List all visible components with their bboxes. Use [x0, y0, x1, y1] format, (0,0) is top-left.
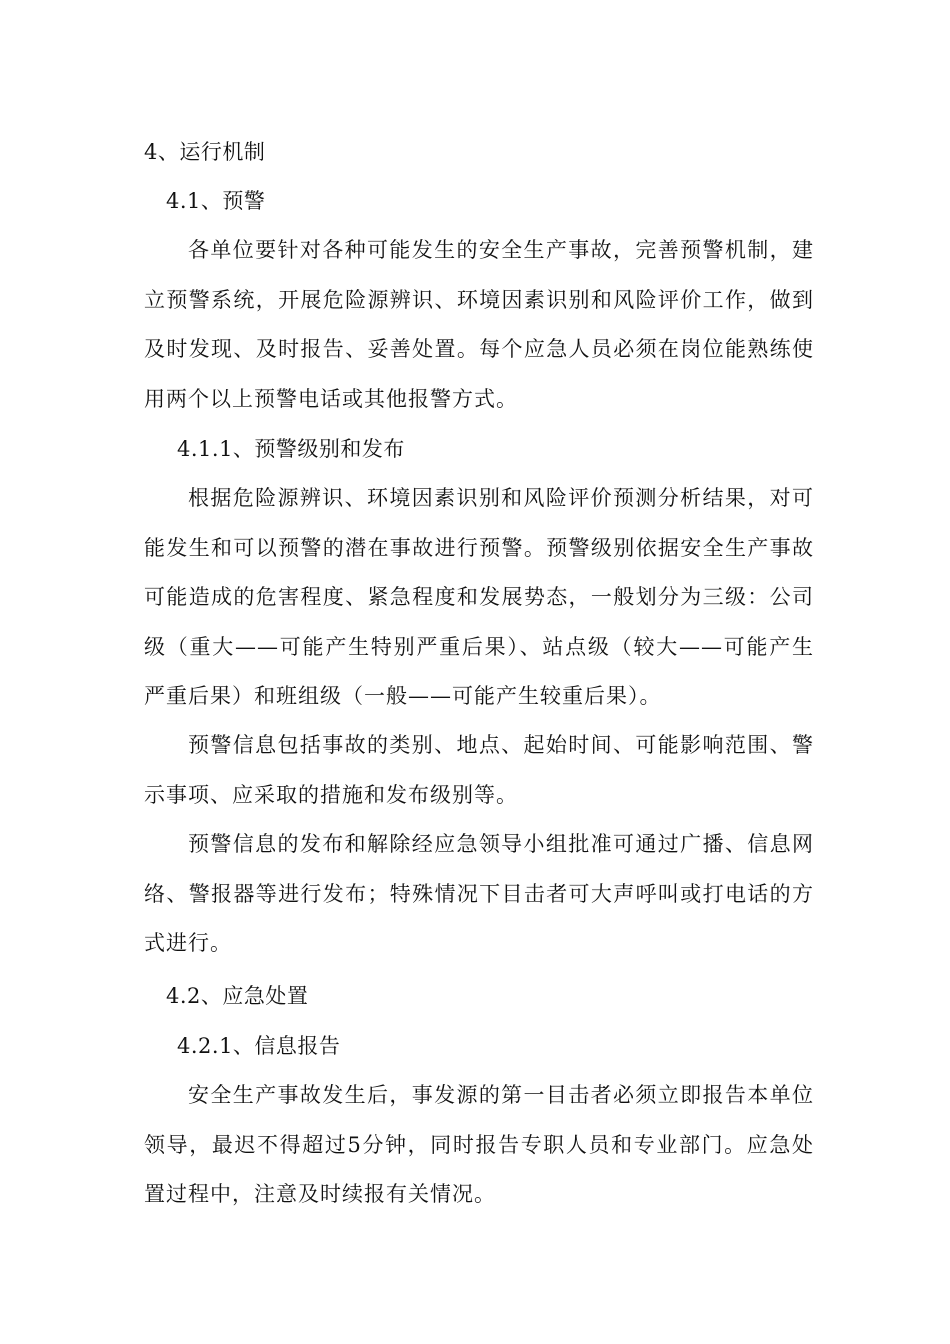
paragraph-warning-mechanism: 各单位要针对各种可能发生的安全生产事故，完善预警机制，建立预警系统，开展危险源辨识、环境因素识别和风险评价工作，做到及时发现、及时报告、妥善处置。每个应急人员必须在岗位能熟练使用两个以上预警电话或其他报警方式。 — [144, 238, 814, 411]
paragraph-information-report: 安全生产事故发生后，事发源的第一目击者必须立即报告本单位领导，最迟不得超过5分钟，同时报告专职人员和专业部门。应急处置过程中，注意及时续报有关情况。 — [144, 1083, 814, 1206]
heading-4-1-1: 4.1.1、预警级别和发布 — [177, 437, 405, 461]
paragraph-warning-release: 预警信息的发布和解除经应急领导小组批准可通过广播、信息网络、警报器等进行发布；特殊情况下目击者可大声呼叫或打电话的方式进行。 — [144, 832, 814, 955]
heading-4-2-1: 4.2.1、信息报告 — [177, 1034, 341, 1058]
paragraph-warning-levels: 根据危险源辨识、环境因素识别和风险评价预测分析结果，对可能发生和可以预警的潜在事故进行预警。预警级别依据安全生产事故可能造成的危害程度、紧急程度和发展势态，一般划分为三级：公司级（重大——可能产生特别严重后果）、站点级（较大——可能产生严重后果）和班组级（一般——可能产生较重后果）。 — [144, 486, 814, 708]
heading-4-2: 4.2、应急处置 — [166, 984, 309, 1008]
heading-4: 4、运行机制 — [144, 140, 266, 164]
paragraph-warning-info: 预警信息包括事故的类别、地点、起始时间、可能影响范围、警示事项、应采取的措施和发布级别等。 — [144, 733, 814, 807]
heading-4-1: 4.1、预警 — [166, 189, 266, 213]
